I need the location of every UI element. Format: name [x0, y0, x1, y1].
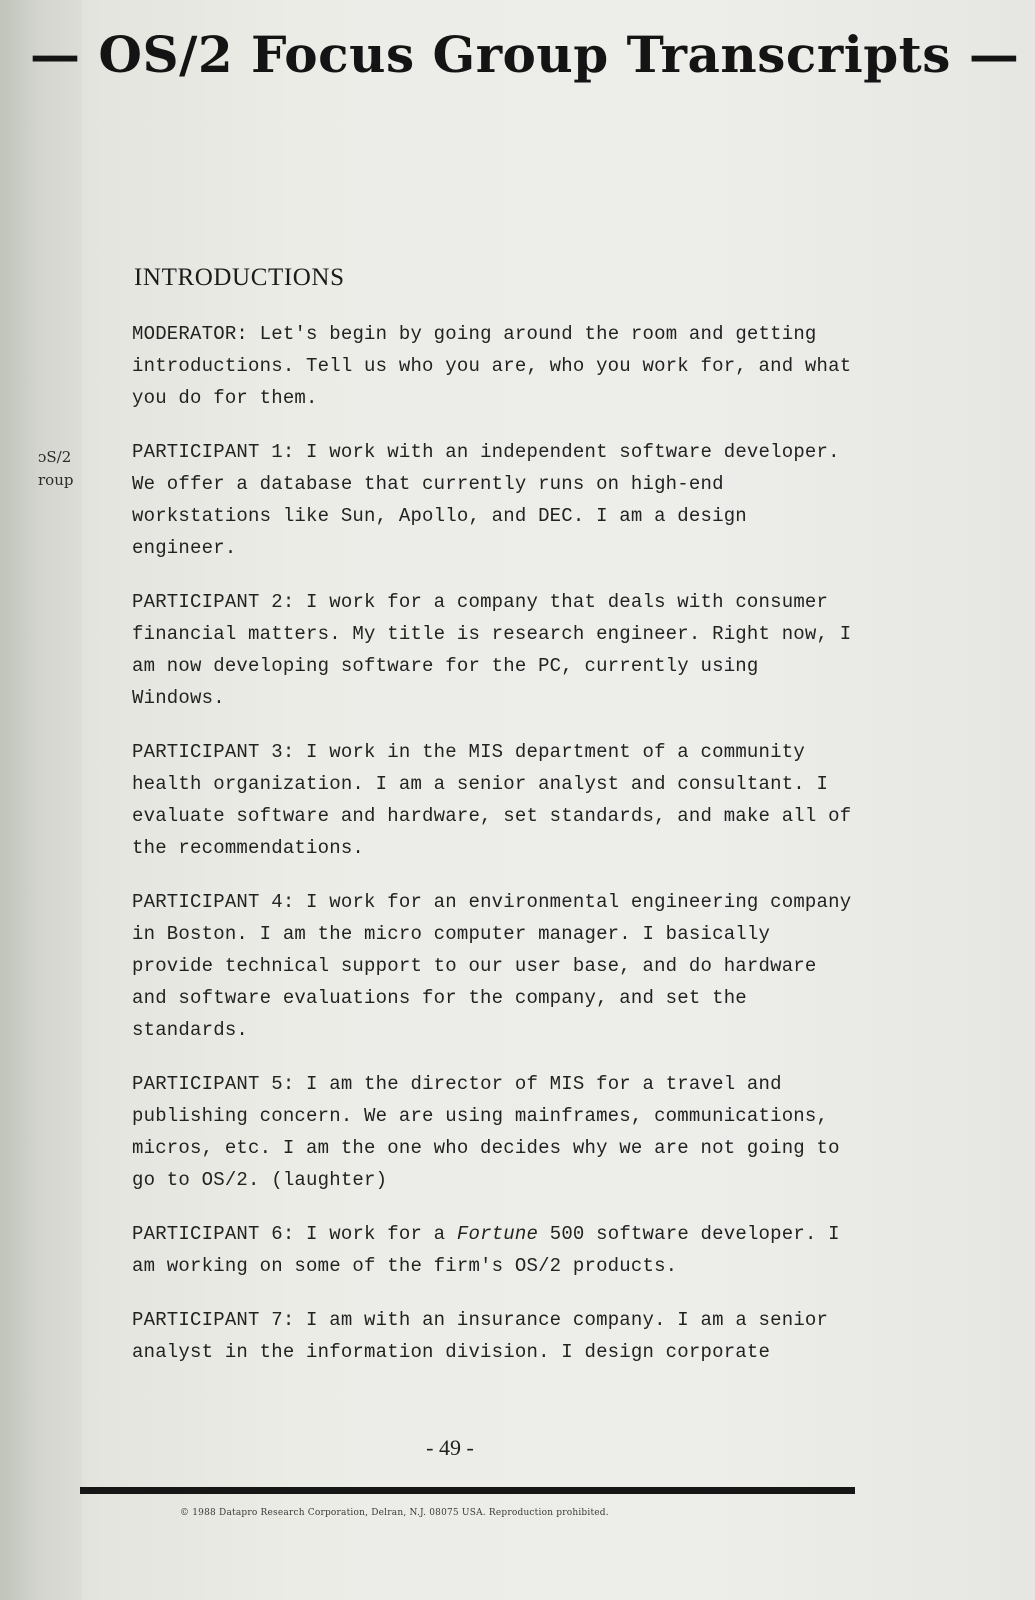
transcript-paragraph: [132, 736, 862, 864]
speaker-label: PARTICIPANT 6:: [132, 1223, 295, 1245]
copyright-notice: © 1988 Datapro Research Corporation, Delran, N.J. 08075 USA. Reproduction prohibited.: [180, 1508, 609, 1518]
paragraph-text: I work with an independent software developer. We offer a database that currently runs on high-end workstations like Sun, Apollo, and DEC. I am a design engineer.: [132, 441, 840, 559]
speaker-label: PARTICIPANT 4:: [132, 891, 295, 913]
publication-name: Fortune: [456, 1223, 539, 1245]
page-number: - 49 -: [426, 1435, 474, 1460]
section-heading: INTRODUCTIONS: [134, 264, 345, 291]
paragraph-text: I am the director of MIS for a travel and publishing concern. We are using mainframes, communications, micros, etc. I am the one who decides why we are not going to go to OS/2. (laughter): [132, 1073, 840, 1191]
transcript-paragraph: [132, 318, 862, 414]
speaker-label: PARTICIPANT 2:: [132, 591, 295, 613]
footer-divider: [80, 1487, 855, 1494]
transcript-body: [132, 262, 862, 1390]
paragraph-text: I am with an insurance company. I am a senior analyst in the information division. I design corporate: [132, 1309, 829, 1363]
transcript-paragraph: [132, 1218, 862, 1282]
transcript-paragraph: [132, 886, 862, 1046]
speaker-label: PARTICIPANT 7:: [132, 1309, 295, 1331]
page-title: — OS/2 Focus Group Transcripts —: [30, 25, 1020, 84]
speaker-label: MODERATOR:: [132, 323, 249, 345]
paragraph-text: I work in the MIS department of a community health organization. I am a senior analyst and consultant. I evaluate software and hardware, set standards, and make all of the recommendations.: [132, 741, 852, 859]
margin-note-line: roup: [38, 471, 74, 489]
paragraph-text: I work for a company that deals with consumer financial matters. My title is research engineer. Right now, I am now developing software for the PC, currently using Windows.: [132, 591, 852, 709]
paragraph-text: I work for an environmental engineering company in Boston. I am the micro computer manager. I basically provide technical support to our user base, and do hardware and software evaluations for the company, and set the standards.: [132, 891, 852, 1041]
paragraph-text: Let's begin by going around the room and getting introductions. Tell us who you are, who you work for, and what you do for them.: [132, 323, 852, 409]
margin-note-line: ᴐS/2: [38, 448, 72, 466]
page-binding-strip: [0, 0, 82, 1600]
transcript-paragraph: [132, 436, 862, 564]
margin-note: [38, 446, 88, 492]
speaker-label: PARTICIPANT 5:: [132, 1073, 295, 1095]
transcript-paragraph: [132, 586, 862, 714]
paragraph-text: I work for a: [306, 1223, 446, 1245]
speaker-label: PARTICIPANT 3:: [132, 741, 295, 763]
speaker-label: PARTICIPANT 1:: [132, 441, 295, 463]
transcript-paragraph: [132, 1068, 862, 1196]
paragraph-text: 500 software developer. I am working on some of the firm's OS/2 products.: [132, 1223, 840, 1277]
transcript-paragraph: [132, 1304, 862, 1368]
